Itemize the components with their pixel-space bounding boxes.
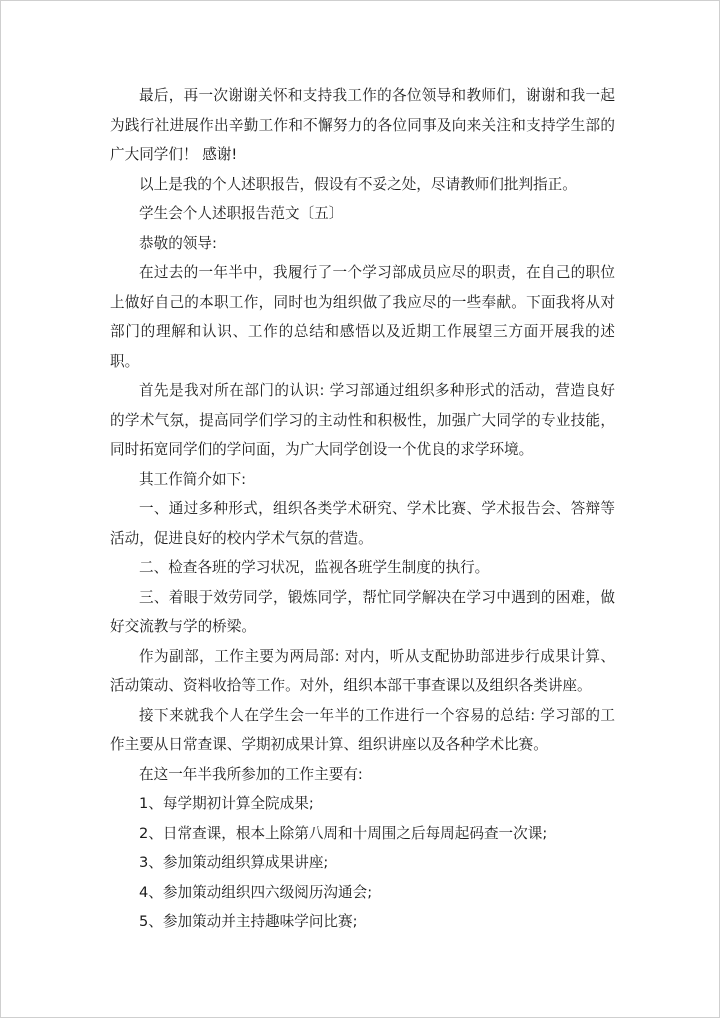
list-item-3: 3、参加策动组织算成果讲座; bbox=[139, 854, 329, 871]
work-intro-heading: 其工作简介如下: bbox=[139, 470, 247, 488]
list-item-1: 1、每学期初计算全院成果; bbox=[139, 795, 314, 812]
section-title: 学生会个人述职报告范文〔五〕 bbox=[139, 205, 344, 222]
work-item-1: 一、通过多种形式，组织各类学术研究、学术比赛、学术报告会、答辩等活动，促进良好的校内学术气氛的营造。 bbox=[110, 500, 615, 547]
salutation: 恭敬的领导: bbox=[139, 234, 217, 252]
closing-thanks-paragraph: 最后，再一次谢谢关怀和支持我工作的各位领导和教师们，谢谢和我一起为践行社进展作出辛勤工作和不懈努力的各位同事及向来关注和支持学生部的广大同学们！ 感谢! bbox=[110, 87, 615, 163]
summary-paragraph: 接下来就我个人在学生会一年半的工作进行一个容易的总结: 学习部的工作主要从日常查课、学期初成果计算、组织讲座以及各种学术比赛。 bbox=[110, 706, 615, 753]
list-item-2: 2、日常查课，根本上除第八周和十周围之后每周起码查一次课; bbox=[139, 824, 548, 842]
work-item-2: 二、检查各班的学习状况，监视各班学生制度的执行。 bbox=[139, 559, 490, 576]
work-item-3: 三、着眼于效劳同学，锻炼同学，帮忙同学解决在学习中遇到的困难，做好交流教与学的桥梁。 bbox=[110, 588, 615, 635]
department-understanding-paragraph: 首先是我对所在部门的认识: 学习部通过组织多种形式的活动，营造良好的学术气氛，提高同学们学习的主动性和积极性，加强广大同学的专业技能，同时拓宽同学们的学问面，为广大同学创设一个优良的求学环境。 bbox=[110, 382, 615, 458]
list-item-4: 4、参加策动组织四六级阅历沟通会; bbox=[139, 883, 373, 901]
participation-heading: 在这一年半我所参加的工作主要有: bbox=[139, 765, 363, 783]
document-body bbox=[110, 81, 615, 937]
intro-paragraph: 在过去的一年半中，我履行了一个学习部成员应尽的职责，在自己的职位上做好自己的本职工作，同时也为组织做了我应尽的一些奉献。下面我将从对部门的理解和认识、工作的总结和感悟以及近期工作展望三方面开展我的述职。 bbox=[110, 264, 615, 370]
report-ending-paragraph: 以上是我的个人述职报告，假设有不妥之处，尽请教师们批判指正。 bbox=[139, 175, 577, 193]
list-item-5: 5、参加策动并主持趣味学问比赛; bbox=[139, 913, 358, 930]
vice-role-paragraph: 作为副部，工作主要为两局部: 对内，听从支配协助部进步行成果计算、活动策动、资料收拾等工作。对外，组织本部干事查课以及组织各类讲座。 bbox=[110, 647, 615, 694]
